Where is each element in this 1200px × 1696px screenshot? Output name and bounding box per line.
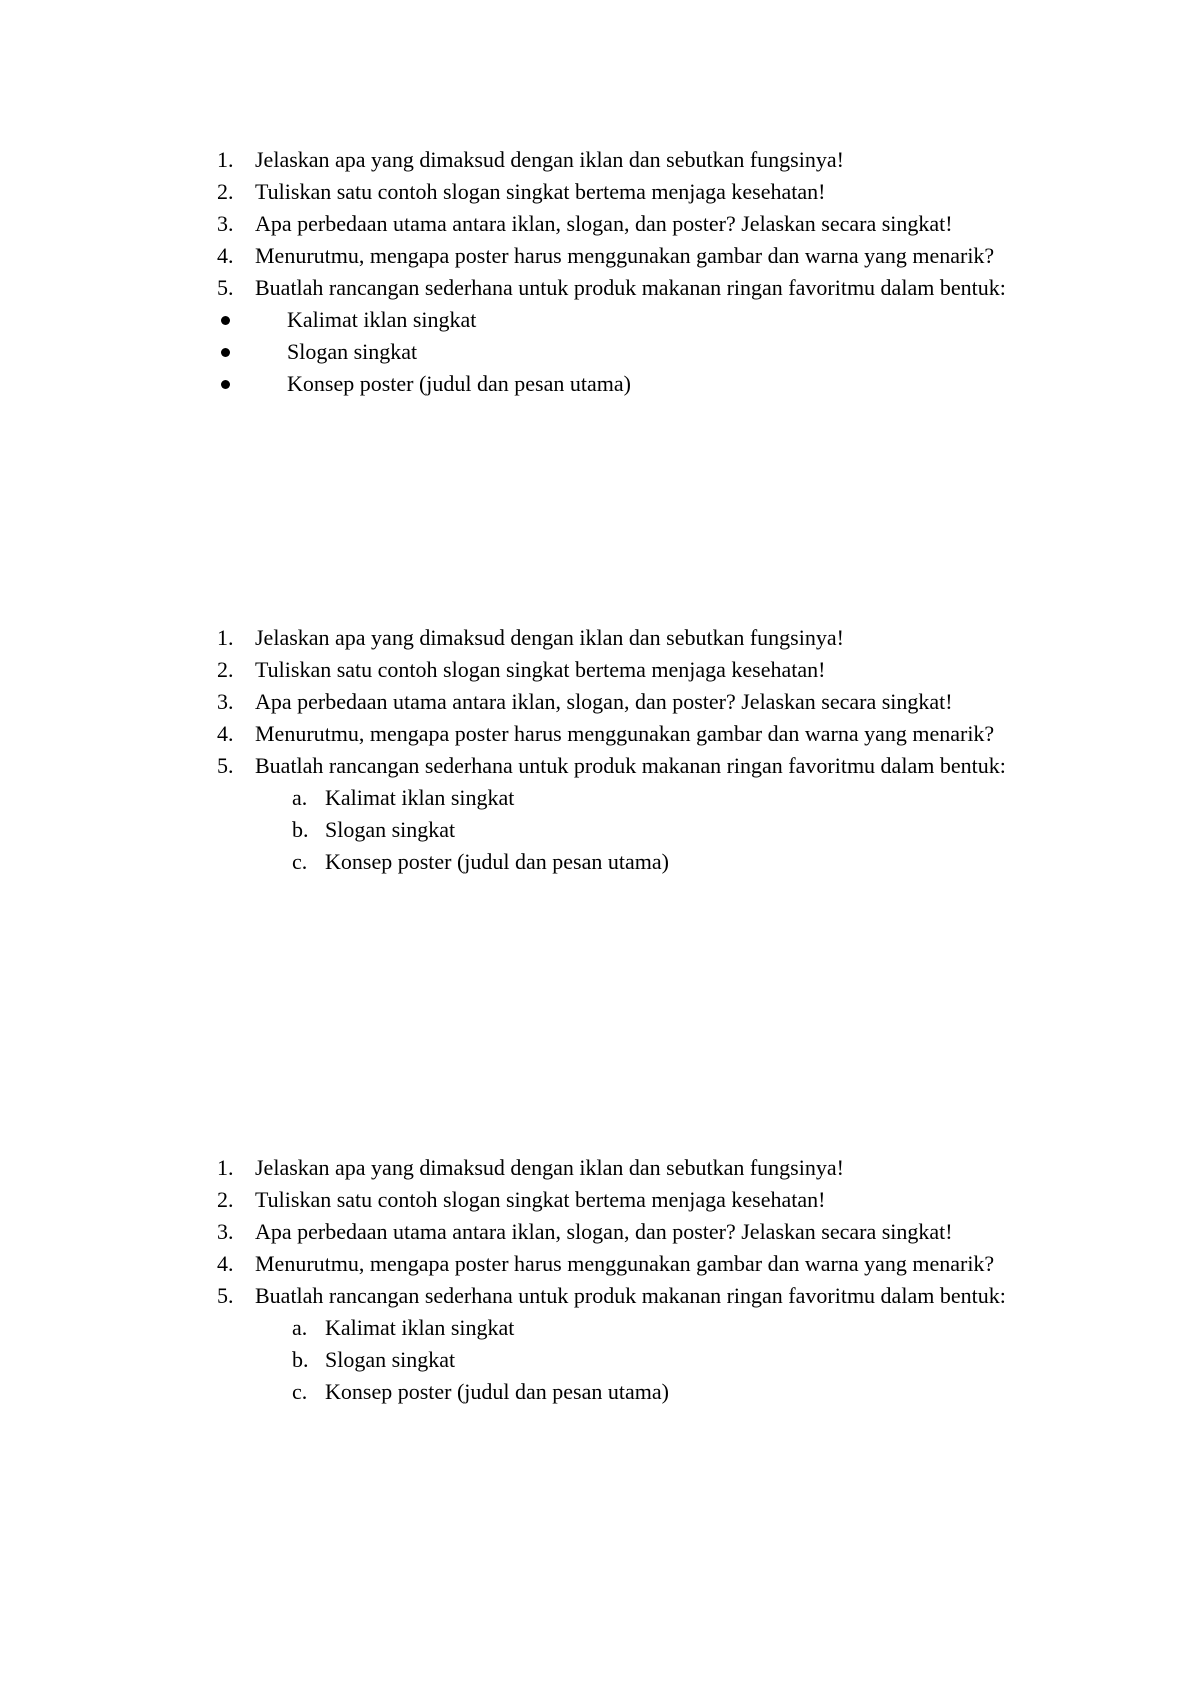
question-item (217, 750, 1025, 782)
question-text: Jelaskan apa yang dimaksud dengan iklan dan sebutkan fungsinya! (255, 625, 844, 650)
sub-item-text: Slogan singkat (287, 339, 418, 364)
sub-list (217, 782, 1025, 878)
sub-list-wrapper (217, 782, 1025, 878)
question-item (217, 1280, 1025, 1312)
question-list-3 (217, 1152, 1025, 1408)
question-item (217, 686, 1025, 718)
question-text: Buatlah rancangan sederhana untuk produk makanan ringan favoritmu dalam bentuk: (255, 275, 1006, 300)
bullet-icon (221, 380, 230, 389)
question-text: Tuliskan satu contoh slogan singkat bertema menjaga kesehatan! (255, 657, 826, 682)
sub-item (217, 368, 1025, 400)
sub-item (217, 782, 1025, 814)
sub-item-text: Konsep poster (judul dan pesan utama) (287, 371, 631, 396)
question-number: 3. (217, 1219, 234, 1244)
sub-item (217, 1376, 1025, 1408)
question-number: 3. (217, 689, 234, 714)
question-item (217, 1152, 1025, 1184)
question-number: 2. (217, 179, 234, 204)
question-item (217, 718, 1025, 750)
sub-item-text: Slogan singkat (325, 817, 456, 842)
sub-item-letter: b. (292, 1347, 309, 1372)
question-number: 4. (217, 1251, 234, 1276)
question-text: Jelaskan apa yang dimaksud dengan iklan dan sebutkan fungsinya! (255, 147, 844, 172)
question-item (217, 654, 1025, 686)
question-item (217, 240, 1025, 272)
sub-item-letter: c. (292, 1379, 308, 1404)
question-text: Tuliskan satu contoh slogan singkat bertema menjaga kesehatan! (255, 179, 826, 204)
question-number: 5. (217, 1283, 234, 1308)
question-text: Jelaskan apa yang dimaksud dengan iklan dan sebutkan fungsinya! (255, 1155, 844, 1180)
sub-item-letter: a. (292, 785, 308, 810)
sub-item (217, 336, 1025, 368)
sub-item-letter: b. (292, 817, 309, 842)
question-number: 5. (217, 275, 234, 300)
bullet-icon (221, 348, 230, 357)
sub-item-text: Kalimat iklan singkat (325, 1315, 515, 1340)
sub-item (217, 1344, 1025, 1376)
question-text: Apa perbedaan utama antara iklan, slogan, dan poster? Jelaskan secara singkat! (255, 1219, 953, 1244)
sub-item (217, 1312, 1025, 1344)
question-list-1 (217, 144, 1025, 400)
sub-item-letter: c. (292, 849, 308, 874)
question-number: 1. (217, 1155, 234, 1180)
sub-item-text: Konsep poster (judul dan pesan utama) (325, 849, 669, 874)
sub-item-text: Slogan singkat (325, 1347, 456, 1372)
sub-item (217, 846, 1025, 878)
question-item (217, 272, 1025, 304)
question-text: Apa perbedaan utama antara iklan, slogan, dan poster? Jelaskan secara singkat! (255, 211, 953, 236)
question-text: Menurutmu, mengapa poster harus menggunakan gambar dan warna yang menarik? (255, 243, 995, 268)
sub-item-text: Konsep poster (judul dan pesan utama) (325, 1379, 669, 1404)
question-item (217, 622, 1025, 654)
question-number: 5. (217, 753, 234, 778)
question-number: 2. (217, 657, 234, 682)
question-item (217, 144, 1025, 176)
question-text: Menurutmu, mengapa poster harus menggunakan gambar dan warna yang menarik? (255, 1251, 995, 1276)
sub-list (217, 1312, 1025, 1408)
question-number: 4. (217, 721, 234, 746)
question-number: 4. (217, 243, 234, 268)
sub-item-letter: a. (292, 1315, 308, 1340)
sub-item (217, 814, 1025, 846)
question-item (217, 176, 1025, 208)
question-number: 2. (217, 1187, 234, 1212)
question-text: Tuliskan satu contoh slogan singkat bertema menjaga kesehatan! (255, 1187, 826, 1212)
sub-item-text: Kalimat iklan singkat (287, 307, 477, 332)
question-list-2 (217, 622, 1025, 878)
question-number: 1. (217, 625, 234, 650)
sub-list (217, 304, 1025, 400)
question-text: Buatlah rancangan sederhana untuk produk makanan ringan favoritmu dalam bentuk: (255, 753, 1006, 778)
question-text: Buatlah rancangan sederhana untuk produk makanan ringan favoritmu dalam bentuk: (255, 1283, 1006, 1308)
sub-list-wrapper (217, 304, 1025, 400)
question-text: Menurutmu, mengapa poster harus menggunakan gambar dan warna yang menarik? (255, 721, 995, 746)
question-item (217, 208, 1025, 240)
question-item (217, 1216, 1025, 1248)
bullet-icon (221, 316, 230, 325)
sub-list-wrapper (217, 1312, 1025, 1408)
question-item (217, 1248, 1025, 1280)
question-number: 1. (217, 147, 234, 172)
question-text: Apa perbedaan utama antara iklan, slogan, dan poster? Jelaskan secara singkat! (255, 689, 953, 714)
question-item (217, 1184, 1025, 1216)
sub-item (217, 304, 1025, 336)
sub-item-text: Kalimat iklan singkat (325, 785, 515, 810)
question-number: 3. (217, 211, 234, 236)
